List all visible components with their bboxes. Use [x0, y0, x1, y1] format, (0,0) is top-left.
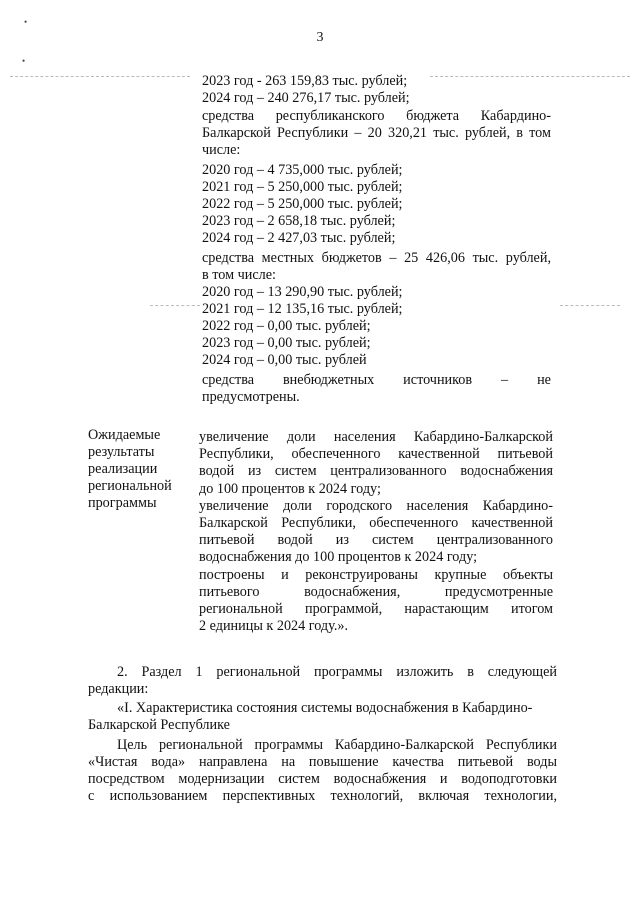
funding-line: 2021 год – 12 135,16 тыс. рублей;: [202, 301, 403, 317]
body-line: Балкарской Республике: [88, 717, 230, 733]
funding-line: Балкарской Республики – 20 320,21 тыс. рублей, в том: [202, 125, 551, 141]
body-line: с использованием перспективных технологий, включая технологии,: [88, 788, 557, 804]
results-label-line: региональной: [88, 478, 172, 494]
body-line: Цель региональной программы Кабардино-Балкарской Республики: [117, 737, 557, 753]
scan-artifact-line: [430, 76, 630, 77]
body-line: «Чистая вода» направлена на повышение качества питьевой воды: [88, 754, 557, 770]
result-line: питьевой водой из систем централизованного: [199, 532, 553, 549]
funding-line: 2023 год – 2 658,18 тыс. рублей;: [202, 213, 396, 229]
funding-line: в том числе:: [202, 267, 276, 283]
scan-mark: •: [24, 17, 28, 27]
result-line: региональной программой, нарастающим итогом: [199, 601, 553, 617]
funding-line: средства местных бюджетов – 25 426,06 тыс. рублей,: [202, 250, 551, 266]
results-label-line: результаты: [88, 444, 155, 460]
body-line: редакции:: [88, 681, 149, 697]
result-line: питьевого водоснабжения, предусмотренные: [199, 583, 553, 600]
scan-mark: •: [22, 56, 26, 66]
funding-line: 2022 год – 0,00 тыс. рублей;: [202, 318, 371, 334]
funding-line: средства внебюджетных источников – не: [202, 372, 551, 388]
funding-line: средства республиканского бюджета Кабардино-: [202, 108, 551, 124]
funding-line: 2021 год – 5 250,000 тыс. рублей;: [202, 179, 403, 195]
funding-line: 2024 год – 0,00 тыс. рублей: [202, 352, 367, 368]
scan-artifact-line: [150, 305, 200, 306]
funding-line: 2024 год – 240 276,17 тыс. рублей;: [202, 90, 410, 106]
funding-line: 2023 год – 0,00 тыс. рублей;: [202, 335, 371, 351]
result-line: построены и реконструированы крупные объекты: [199, 566, 553, 583]
result-line: водоснабжения до 100 процентов к 2024 году;: [199, 549, 478, 566]
result-line: до 100 процентов к 2024 году;: [199, 480, 381, 497]
funding-line: предусмотрены.: [202, 389, 300, 405]
funding-line: 2024 год – 2 427,03 тыс. рублей;: [202, 230, 396, 246]
page-number: 3: [316, 30, 324, 45]
body-line: посредством модернизации систем водоснабжения и водоподготовки: [88, 771, 557, 787]
result-line: Балкарской Республики, обеспеченного качественной: [199, 515, 553, 531]
scan-artifact-line: [560, 305, 620, 306]
funding-line: числе:: [202, 142, 241, 158]
result-line: увеличение доли городского населения Кабардино-: [199, 497, 553, 514]
funding-line: 2020 год – 4 735,000 тыс. рублей;: [202, 162, 403, 178]
results-label-line: реализации: [88, 461, 158, 477]
result-line: Республики, обеспеченного качественной питьевой: [199, 446, 553, 463]
results-label-line: программы: [88, 495, 157, 511]
result-line: 2 единицы к 2024 году.».: [199, 618, 349, 635]
body-line: «I. Характеристика состояния системы водоснабжения в Кабардино-: [117, 700, 533, 716]
funding-line: 2020 год – 13 290,90 тыс. рублей;: [202, 284, 403, 300]
result-line: водой из систем централизованного водоснабжения: [199, 463, 553, 480]
funding-line: 2022 год – 5 250,000 тыс. рублей;: [202, 196, 403, 212]
body-line: 2. Раздел 1 региональной программы изложить в следующей: [117, 664, 557, 680]
scan-artifact-line: [10, 76, 190, 77]
results-label-line: Ожидаемые: [88, 427, 161, 443]
result-line: увеличение доли населения Кабардино-Балкарской: [199, 429, 553, 445]
funding-line: 2023 год - 263 159,83 тыс. рублей;: [202, 73, 408, 89]
